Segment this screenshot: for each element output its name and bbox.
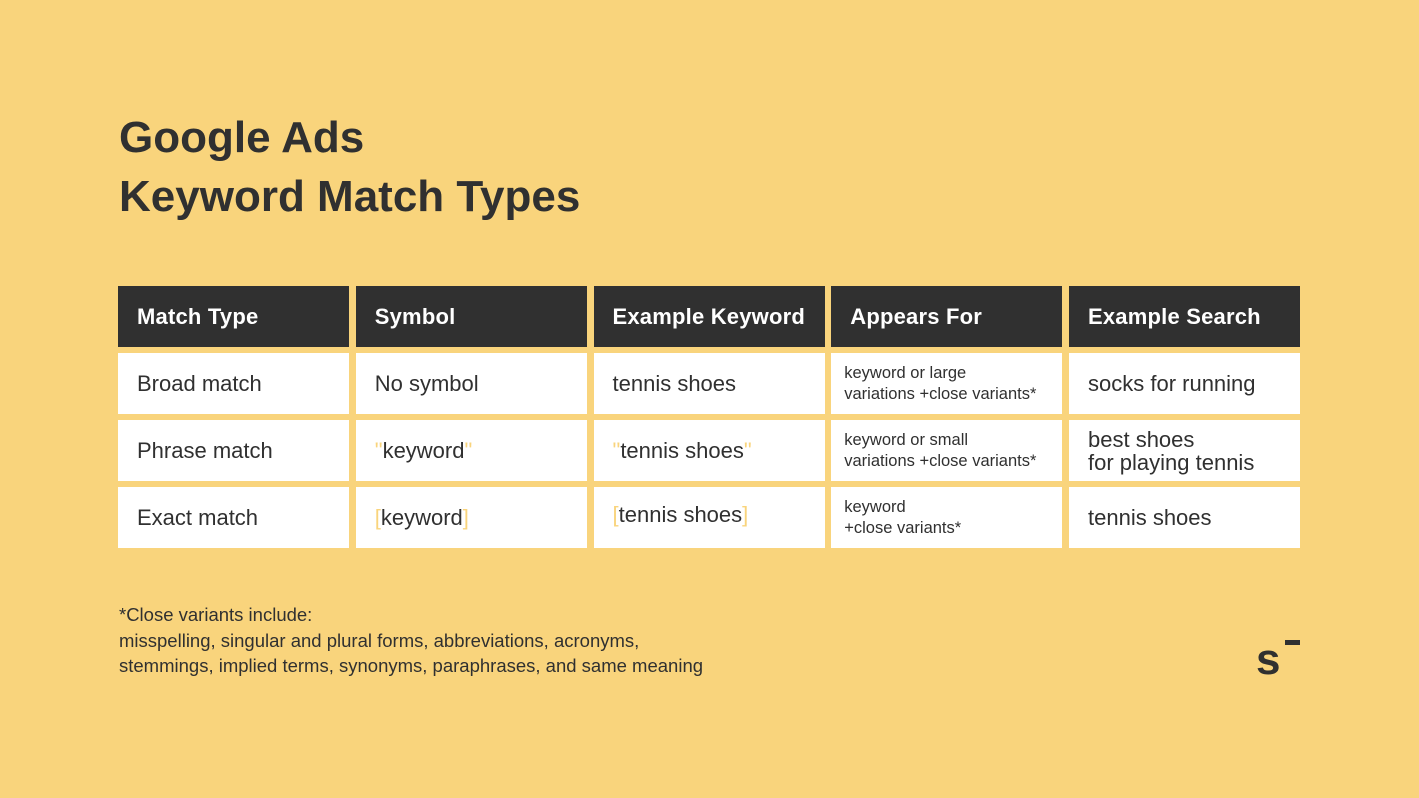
- cell-broad-example-search: [1069, 353, 1300, 414]
- cell-exact-example-search: [1069, 487, 1300, 548]
- bracket-open-mark: [: [374, 505, 381, 530]
- logo-dash: [1285, 640, 1300, 645]
- cell-phrase-appears-for: [831, 420, 1062, 481]
- appears-for-line: keyword or large: [844, 363, 967, 382]
- header-appears-for: Appears For: [831, 286, 1062, 347]
- cell-broad-symbol: No symbol: [356, 353, 587, 414]
- cell-phrase-symbol: [356, 420, 587, 481]
- keyword-text: tennis shoes: [618, 502, 743, 527]
- appears-for-line: +close variants*: [844, 518, 962, 537]
- close-variants-footnote: [119, 602, 703, 679]
- page-title: [119, 108, 580, 226]
- example-search-line: socks for running: [1088, 371, 1256, 396]
- appears-for-line: variations +close variants*: [844, 384, 1037, 403]
- bracket-close-mark: ]: [742, 502, 749, 527]
- title-line-1: Google Ads: [119, 113, 365, 162]
- cell-broad-match-type: Broad match: [118, 353, 349, 414]
- bracket-close-mark: ]: [462, 505, 469, 530]
- symbol-text: keyword: [382, 438, 465, 463]
- footnote-line: stemmings, implied terms, synonyms, paraphrases, and same meaning: [119, 655, 704, 676]
- example-search-line: best shoes: [1088, 426, 1195, 452]
- cell-phrase-example-keyword: [594, 420, 825, 481]
- cell-phrase-example-search: [1069, 420, 1300, 481]
- keyword-text: tennis shoes: [620, 438, 744, 463]
- quote-open-mark: ": [612, 438, 621, 463]
- cell-exact-match-type: Exact match: [118, 487, 349, 548]
- brand-logo-icon: [1256, 636, 1302, 678]
- match-types-table: [118, 286, 1300, 548]
- header-match-type: Match Type: [118, 286, 349, 347]
- cell-broad-example-keyword: tennis shoes: [594, 353, 825, 414]
- cell-exact-appears-for: [831, 487, 1062, 548]
- bracket-open-mark: [: [612, 502, 619, 527]
- cell-exact-example-keyword: [594, 487, 825, 548]
- symbol-text: keyword: [380, 505, 463, 530]
- logo-letter: s: [1256, 636, 1281, 678]
- appears-for-line: variations +close variants*: [844, 451, 1037, 470]
- cell-exact-symbol: [356, 487, 587, 548]
- quote-close-mark: ": [464, 438, 473, 463]
- footnote-line: misspelling, singular and plural forms, abbreviations, acronyms,: [119, 629, 640, 651]
- header-symbol: Symbol: [356, 286, 587, 347]
- cell-broad-appears-for: [831, 353, 1062, 414]
- title-line-2: Keyword Match Types: [119, 172, 581, 221]
- quote-open-mark: ": [374, 438, 383, 463]
- appears-for-line: keyword or small: [844, 430, 969, 449]
- example-search-line: tennis shoes: [1088, 505, 1212, 530]
- cell-phrase-match-type: Phrase match: [118, 420, 349, 481]
- header-example-keyword: Example Keyword: [594, 286, 825, 347]
- header-example-search: Example Search: [1069, 286, 1300, 347]
- example-search-line: for playing tennis: [1088, 449, 1255, 475]
- quote-close-mark: ": [743, 438, 752, 463]
- appears-for-line: keyword: [844, 497, 906, 516]
- footnote-line: *Close variants include:: [119, 604, 313, 625]
